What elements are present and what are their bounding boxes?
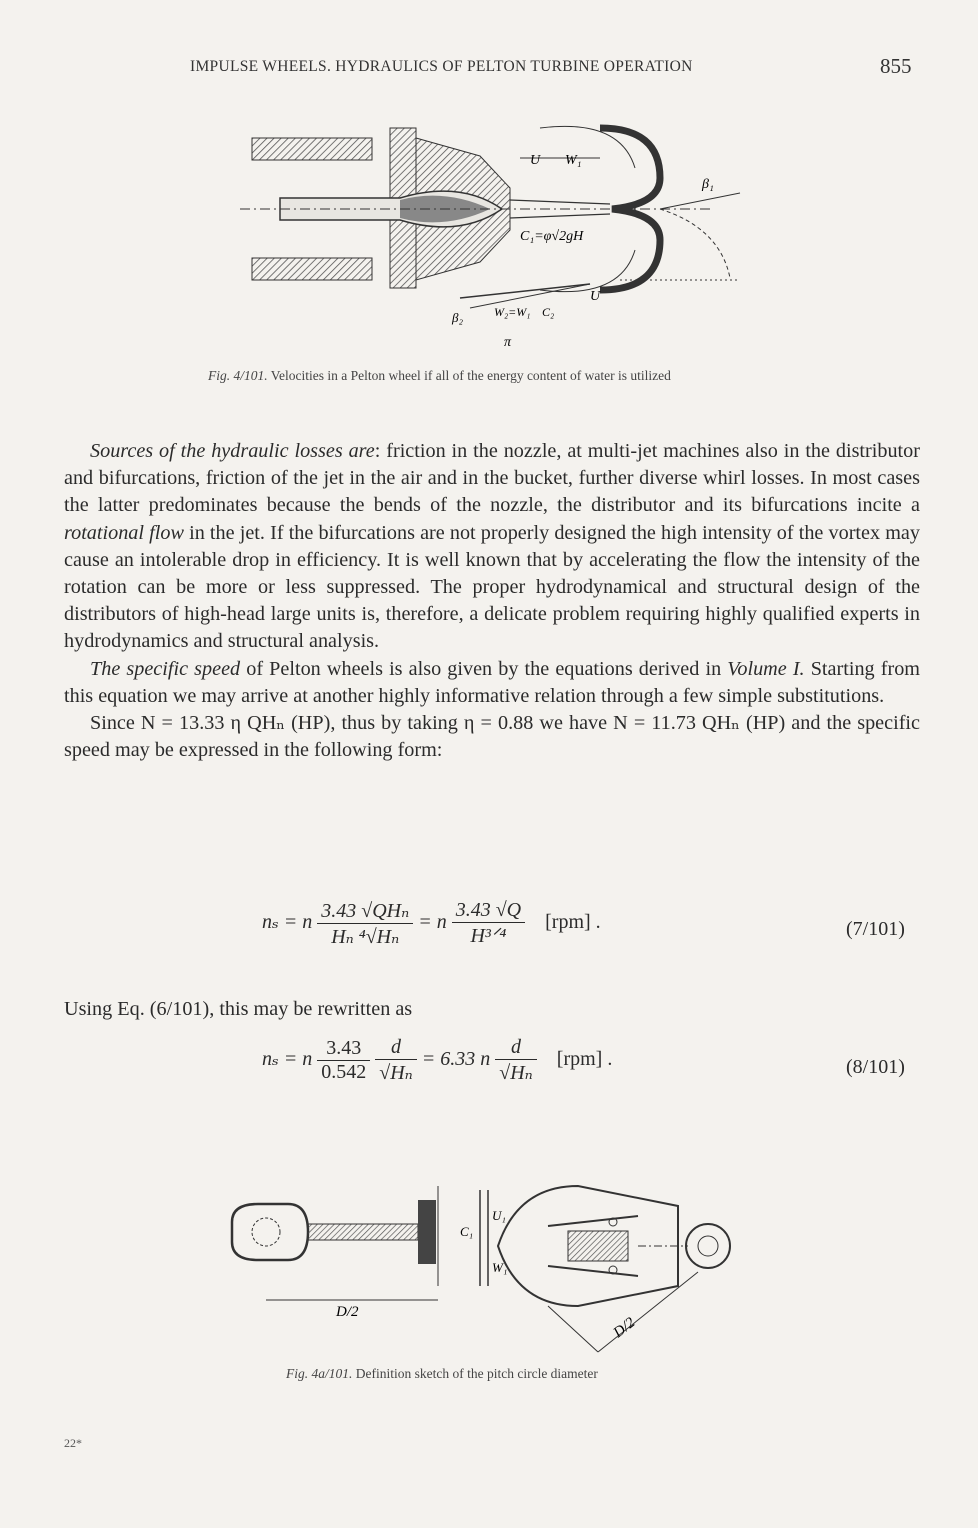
eq2-den1: 0.542 bbox=[321, 1061, 367, 1083]
eq2-den3: √Hₙ bbox=[499, 1062, 533, 1084]
figure2-caption-text: Definition sketch of the pitch circle diameter bbox=[355, 1366, 598, 1381]
label-u-bottom: U bbox=[590, 289, 601, 304]
label-c2: C₂ bbox=[542, 305, 555, 319]
front-bucket-root bbox=[568, 1231, 628, 1261]
dimension-line-right bbox=[548, 1306, 598, 1352]
equation-7-101 bbox=[262, 898, 601, 949]
beta1-line bbox=[660, 193, 740, 209]
side-arm bbox=[308, 1224, 418, 1240]
wheel-hub-inner bbox=[698, 1236, 718, 1256]
running-title: IMPULSE WHEELS. HYDRAULICS OF PELTON TURBINE OPERATION bbox=[190, 58, 693, 75]
label-c1: C₁=φ√2gH bbox=[520, 229, 584, 244]
eq2-den2: √Hₙ bbox=[379, 1062, 413, 1084]
label-d2-right: D/2 bbox=[610, 1314, 639, 1342]
eq1-num2: 3.43 √Q bbox=[452, 899, 525, 923]
label-w1: W₁ bbox=[492, 1260, 508, 1275]
label-beta1: β₁ bbox=[702, 177, 714, 192]
signature-mark: 22* bbox=[64, 1436, 82, 1450]
body-text bbox=[64, 438, 920, 764]
figure2-caption bbox=[286, 1366, 598, 1382]
pipe-wall-bottom bbox=[252, 258, 372, 280]
paragraph-hydraulic-losses: Sources of the hydraulic losses are: friction in the nozzle, at multi-jet machines also in the distributor and bifurcations, friction of the jet in the air and in the bucket, further diverse whirl losses. In most cases the latter predominates because the bends of the nozzle, the distributor and its bifurcations incite a rotational flow in the jet. If the bifurcations are not properly designed the high intensity of the vortex may cause an intolerable drop in efficiency. It is well known that by accelerating the flow the intensity of the rotation can be more or less suppressed. The proper hydrodynamical and structural design of the distributors of high-head large units is, therefore, a delicate problem requiring highly qualified experts in hydrodynamics and structural analysis. bbox=[64, 440, 920, 653]
side-bucket bbox=[232, 1204, 308, 1260]
figure1-caption bbox=[208, 368, 671, 384]
equation-8-101-number: (8/101) bbox=[846, 1056, 905, 1078]
equation-7-101-number: (7/101) bbox=[846, 918, 905, 940]
figure-pelton-velocities bbox=[240, 108, 760, 354]
paragraph-specific-speed: The specific speed of Pelton wheels is also given by the equations derived in Volume I. Starting from this equation we may arrive at another highly informative relation through a few simple substitutions. bbox=[64, 657, 920, 707]
label-pi: π bbox=[504, 335, 512, 350]
eq2-num1: 3.43 bbox=[317, 1037, 370, 1061]
label-c1: C₁ bbox=[460, 1224, 474, 1239]
figure1-caption-prefix: Fig. 4/101. bbox=[208, 368, 268, 383]
label-w1: W₁ bbox=[565, 153, 582, 168]
eq2-mid: = 6.33 n bbox=[421, 1048, 491, 1071]
eq1-mid: = n bbox=[418, 911, 447, 934]
eq1-num1: 3.43 √QHₙ bbox=[317, 898, 413, 924]
figure-pitch-circle bbox=[218, 1176, 758, 1362]
eq2-lhs: nₛ = n bbox=[262, 1048, 313, 1071]
label-d2-left: D/2 bbox=[336, 1304, 359, 1320]
eq2-num2: d bbox=[375, 1036, 417, 1060]
label-u-top: U bbox=[530, 153, 541, 168]
eq2-num3: d bbox=[495, 1036, 537, 1060]
wheel-hub bbox=[686, 1224, 730, 1268]
eq1-den1: Hₙ ⁴√Hₙ bbox=[331, 926, 400, 948]
eq2-unit: [rpm] . bbox=[556, 1048, 613, 1071]
velocity-triangle-w bbox=[460, 284, 590, 298]
eq1-lhs: nₛ = n bbox=[262, 911, 313, 934]
side-bucket-center bbox=[252, 1218, 280, 1246]
equation-8-101 bbox=[262, 1036, 612, 1085]
eq1-unit: [rpm] . bbox=[545, 911, 601, 934]
figure1-caption-text: Velocities in a Pelton wheel if all of the energy content of water is utilized bbox=[270, 368, 671, 383]
pipe-wall-top bbox=[252, 138, 372, 160]
figure2-caption-prefix: Fig. 4a/101. bbox=[286, 1366, 353, 1381]
eq1-den2: H³ᐟ⁴ bbox=[470, 925, 507, 947]
dimension-line-radius bbox=[598, 1272, 698, 1352]
label-u1: U₁ bbox=[492, 1208, 506, 1223]
paragraph-rewritten: Using Eq. (6/101), this may be rewritten as bbox=[64, 998, 413, 1020]
page-number: 855 bbox=[880, 54, 912, 78]
exit-trajectory bbox=[660, 209, 730, 278]
label-beta2: β₂ bbox=[452, 310, 463, 325]
label-w2: W₂=W₁ bbox=[494, 305, 531, 319]
paragraph-since: Since N = 13.33 η QHₙ (HP), thus by taking η = 0.88 we have N = 11.73 QHₙ (HP) and the specific speed may be expressed in the following form: bbox=[64, 712, 920, 762]
side-hub bbox=[418, 1200, 436, 1264]
